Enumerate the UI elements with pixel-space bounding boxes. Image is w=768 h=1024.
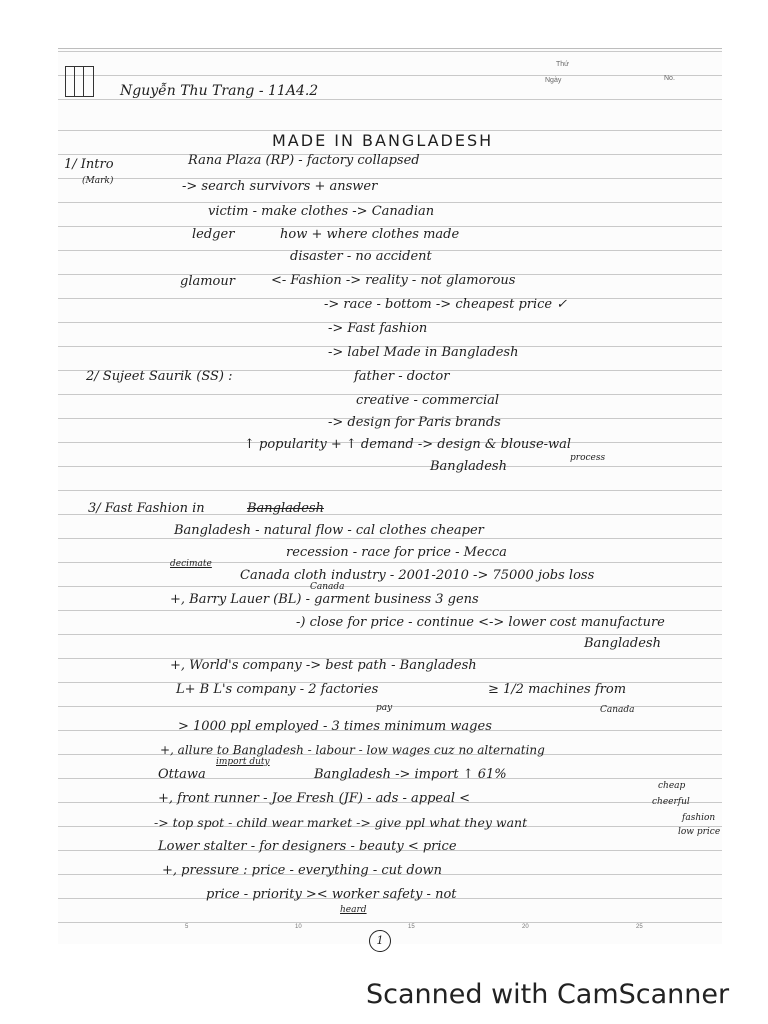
note-line: heard (340, 905, 367, 915)
note-line: cheerful (652, 797, 690, 807)
note-line: +, pressure : price - everything - cut down (162, 863, 443, 878)
note-line: glamour (180, 274, 235, 289)
note-line: Bangladesh (430, 459, 507, 474)
note-line: +, Barry Lauer (BL) - garment business 3 gens (170, 592, 479, 607)
note-line: (Mark) (82, 176, 114, 186)
note-line: -) close for price - continue <-> lower cost manufacture (296, 615, 665, 630)
note-line: <- Fashion -> reality - not glamorous (271, 273, 516, 288)
note-line: Bangladesh (584, 636, 661, 651)
note-line: Canada cloth industry - 2001-2010 -> 75000 jobs loss (240, 568, 595, 583)
note-line: Ottawa (158, 767, 206, 782)
note-line: Rana Plaza (RP) - factory collapsed (188, 153, 420, 168)
note-line: how + where clothes made (280, 227, 460, 242)
note-line: disaster - no accident (290, 249, 432, 264)
note-line: Canada (310, 582, 345, 592)
note-line: price - priority >< worker safety - not (206, 887, 457, 902)
note-line: -> design for Paris brands (328, 415, 501, 430)
notebook-logo (65, 66, 94, 97)
note-line: +, allure to Bangladesh - labour - low wages cuz no alternating (160, 743, 545, 757)
note-line: low price (678, 827, 721, 837)
note-line: Bangladesh -> import ↑ 61% (314, 767, 507, 782)
ngay-label: Ngày (545, 77, 562, 84)
note-line: decimate (170, 559, 212, 569)
note-line: ledger (192, 227, 235, 242)
note-line: -> label Made in Bangladesh (328, 345, 519, 360)
note-line: L+ B L's company - 2 factories (176, 682, 379, 697)
note-line: father - doctor (354, 369, 450, 384)
ruler-mark: 10 (295, 924, 302, 930)
section-heading: 3/ Fast Fashion in (88, 501, 205, 516)
note-line: ≥ 1/2 machines from (488, 682, 627, 697)
scanner-watermark: Scanned with CamScanner (366, 979, 730, 1010)
section-heading-struck: Bangladesh (247, 501, 324, 516)
note-line: process (570, 453, 606, 463)
ruler-mark: 15 (408, 924, 415, 930)
author-line: Nguyễn Thu Trang - 11A4.2 (120, 83, 319, 99)
page-title: MADE IN BANGLADESH (272, 131, 494, 150)
section-heading: 1/ Intro (64, 157, 114, 172)
thu-label: Thứ (556, 61, 569, 68)
note-line: -> Fast fashion (328, 321, 428, 336)
no-label: No. (664, 75, 675, 82)
section-heading: 2/ Sujeet Saurik (SS) : (86, 369, 233, 384)
note-line: creative - commercial (356, 393, 500, 408)
note-line: cheap (658, 781, 686, 791)
page-number: 1 (369, 930, 391, 952)
note-line: -> race - bottom -> cheapest price ✓ (324, 297, 568, 312)
ruler-mark: 20 (522, 924, 529, 930)
note-line: ↑ popularity + ↑ demand -> design & blouse-wal (244, 437, 572, 452)
note-line: recession - race for price - Mecca (286, 545, 507, 560)
note-line: > 1000 ppl employed - 3 times minimum wages (178, 719, 492, 734)
note-line: Canada (600, 705, 635, 715)
ruler-mark: 5 (185, 924, 189, 930)
note-line: +, front runner - Joe Fresh (JF) - ads - appeal < (158, 791, 471, 806)
note-line: -> search survivors + answer (182, 179, 378, 194)
note-line: Bangladesh - natural flow - cal clothes cheaper (174, 523, 484, 538)
note-line: -> top spot - child wear market -> give ppl what they want (154, 815, 528, 830)
note-line: victim - make clothes -> Canadian (208, 204, 435, 219)
notebook-page (58, 48, 722, 947)
ruler-mark: 25 (636, 924, 643, 930)
note-line: +, World's company -> best path - Bangladesh (170, 658, 477, 673)
note-line: import duty (216, 757, 270, 767)
note-line: Lower stalter - for designers - beauty < price (158, 839, 457, 854)
note-line: pay (376, 703, 393, 713)
note-line: fashion (682, 813, 716, 823)
